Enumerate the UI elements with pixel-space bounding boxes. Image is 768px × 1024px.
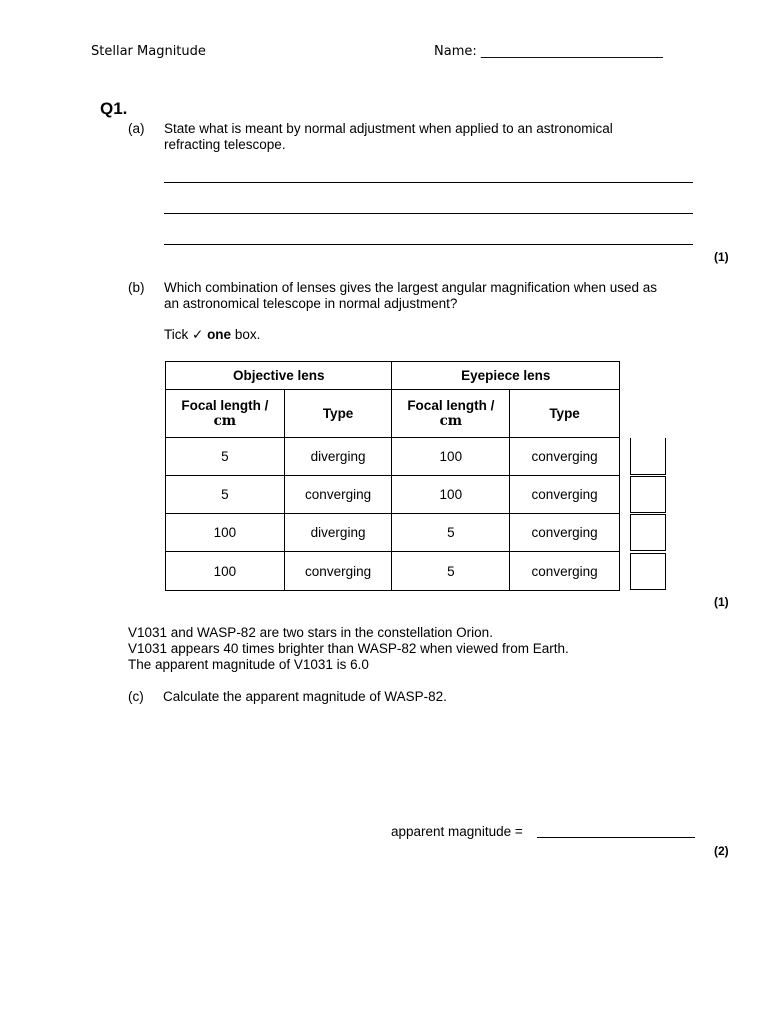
tick-box-row-1[interactable] <box>630 438 666 475</box>
tick-box-row-3[interactable] <box>630 514 666 551</box>
table-cell: 100 <box>392 438 510 476</box>
table-cell: converging <box>510 514 620 552</box>
table-cell: diverging <box>284 438 392 476</box>
question-number: Q1. <box>100 99 128 118</box>
table-cell: converging <box>510 552 620 591</box>
tick-instruction <box>164 327 260 343</box>
table-cell: 100 <box>392 476 510 514</box>
part-b-text-line1: Which combination of lenses gives the largest angular magnification when used as <box>164 280 658 295</box>
tick-instruction-bold: one <box>207 327 232 342</box>
table-cell: converging <box>284 552 392 591</box>
answer-line-1[interactable] <box>164 182 693 183</box>
table-row <box>166 552 620 591</box>
part-a-text-line1: State what is meant by normal adjustment when applied to an astronomical <box>164 121 613 136</box>
tick-instruction-prefix: Tick ✓ <box>164 327 208 342</box>
table-cell: diverging <box>284 514 392 552</box>
table-cell: 5 <box>392 514 510 552</box>
table-cell: 100 <box>166 514 285 552</box>
part-b-text-line2: an astronomical telescope in normal adjustment? <box>164 296 458 311</box>
eyepiece-focal-header <box>392 390 510 438</box>
part-b-label: (b) <box>128 280 145 295</box>
tick-instruction-suffix: box. <box>231 327 261 342</box>
eyepiece-type-header: Type <box>510 390 620 438</box>
tick-box-row-2[interactable] <box>630 476 666 513</box>
answer-line[interactable] <box>537 837 695 838</box>
table-cell: 100 <box>166 552 285 591</box>
table-cell: converging <box>510 438 620 476</box>
objective-type-header: Type <box>284 390 392 438</box>
tick-box-row-4[interactable] <box>630 553 666 590</box>
context-line-3: The apparent magnitude of V1031 is 6.0 <box>128 657 369 672</box>
focal-label: Focal length / <box>181 398 269 413</box>
eyepiece-lens-header: Eyepiece lens <box>392 362 620 390</box>
table-row <box>166 514 620 552</box>
part-a-mark: (1) <box>714 250 729 264</box>
answer-line-2[interactable] <box>164 213 693 214</box>
context-line-1: V1031 and WASP-82 are two stars in the constellation Orion. <box>128 625 493 640</box>
table-cell: 5 <box>166 476 285 514</box>
table-row <box>166 438 620 476</box>
table-cell: converging <box>284 476 392 514</box>
part-a-label: (a) <box>128 121 145 136</box>
part-c-label: (c) <box>128 689 144 704</box>
table-cell: 5 <box>166 438 285 476</box>
focal-unit: cm <box>439 413 463 429</box>
lens-table <box>165 361 620 591</box>
part-c-mark: (2) <box>714 844 729 858</box>
table-cell: 5 <box>392 552 510 591</box>
part-c-text: Calculate the apparent magnitude of WASP-82. <box>163 689 447 704</box>
name-field-label: Name: ____________________________ <box>434 44 663 59</box>
part-a-text-line2: refracting telescope. <box>164 137 286 152</box>
objective-focal-header <box>166 390 285 438</box>
focal-unit: cm <box>213 413 237 429</box>
table-row <box>166 476 620 514</box>
part-b-mark: (1) <box>714 595 729 609</box>
document-title: Stellar Magnitude <box>91 44 206 59</box>
table-cell: converging <box>510 476 620 514</box>
context-line-2: V1031 appears 40 times brighter than WASP-82 when viewed from Earth. <box>128 641 569 656</box>
focal-label: Focal length / <box>407 398 495 413</box>
objective-lens-header: Objective lens <box>166 362 392 390</box>
answer-line-3[interactable] <box>164 244 693 245</box>
answer-label: apparent magnitude = <box>391 824 527 839</box>
